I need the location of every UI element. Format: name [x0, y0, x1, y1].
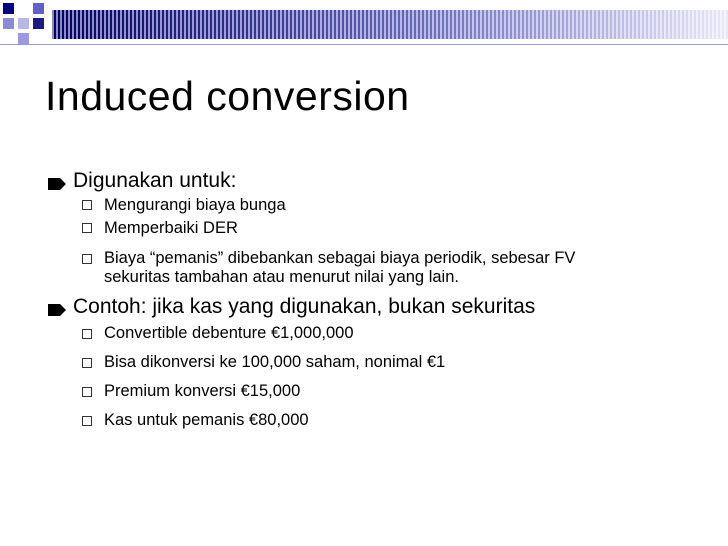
bullet-level2-text: Memperbaiki DER [104, 219, 238, 237]
bullet-square-icon [82, 358, 92, 368]
bullet-square-icon [82, 223, 92, 233]
bullet-level2-text: Mengurangi biaya bunga [104, 196, 286, 214]
bullet-square-icon [82, 416, 92, 426]
bullet-level1-text: Contoh: jika kas yang digunakan, bukan sekuritas [73, 295, 536, 318]
bullet-arrow-icon [48, 304, 60, 316]
bullet-level2-text-continued: sekuritas tambahan atau menurut nilai yang lain. [104, 268, 459, 286]
bullet-level2-text: Bisa dikonversi ke 100,000 saham, nonimal €1 [104, 353, 446, 371]
bullet-square-icon [82, 387, 92, 397]
bullet-level2-text: Premium konversi €15,000 [104, 382, 301, 400]
bullet-square-icon [82, 200, 92, 210]
bullet-level1-text: Digunakan untuk: [73, 169, 237, 192]
bullet-arrow-icon [48, 178, 60, 190]
slide-title: Induced conversion [45, 73, 410, 119]
bullet-square-icon [82, 329, 92, 339]
bullet-level2-text: Kas untuk pemanis €80,000 [104, 411, 309, 429]
bullet-level2-text: Convertible debenture €1,000,000 [104, 324, 354, 342]
bullet-level2-text: Biaya “pemanis” dibebankan sebagai biaya periodik, sebesar FV [104, 249, 576, 267]
bullet-square-icon [82, 254, 92, 264]
